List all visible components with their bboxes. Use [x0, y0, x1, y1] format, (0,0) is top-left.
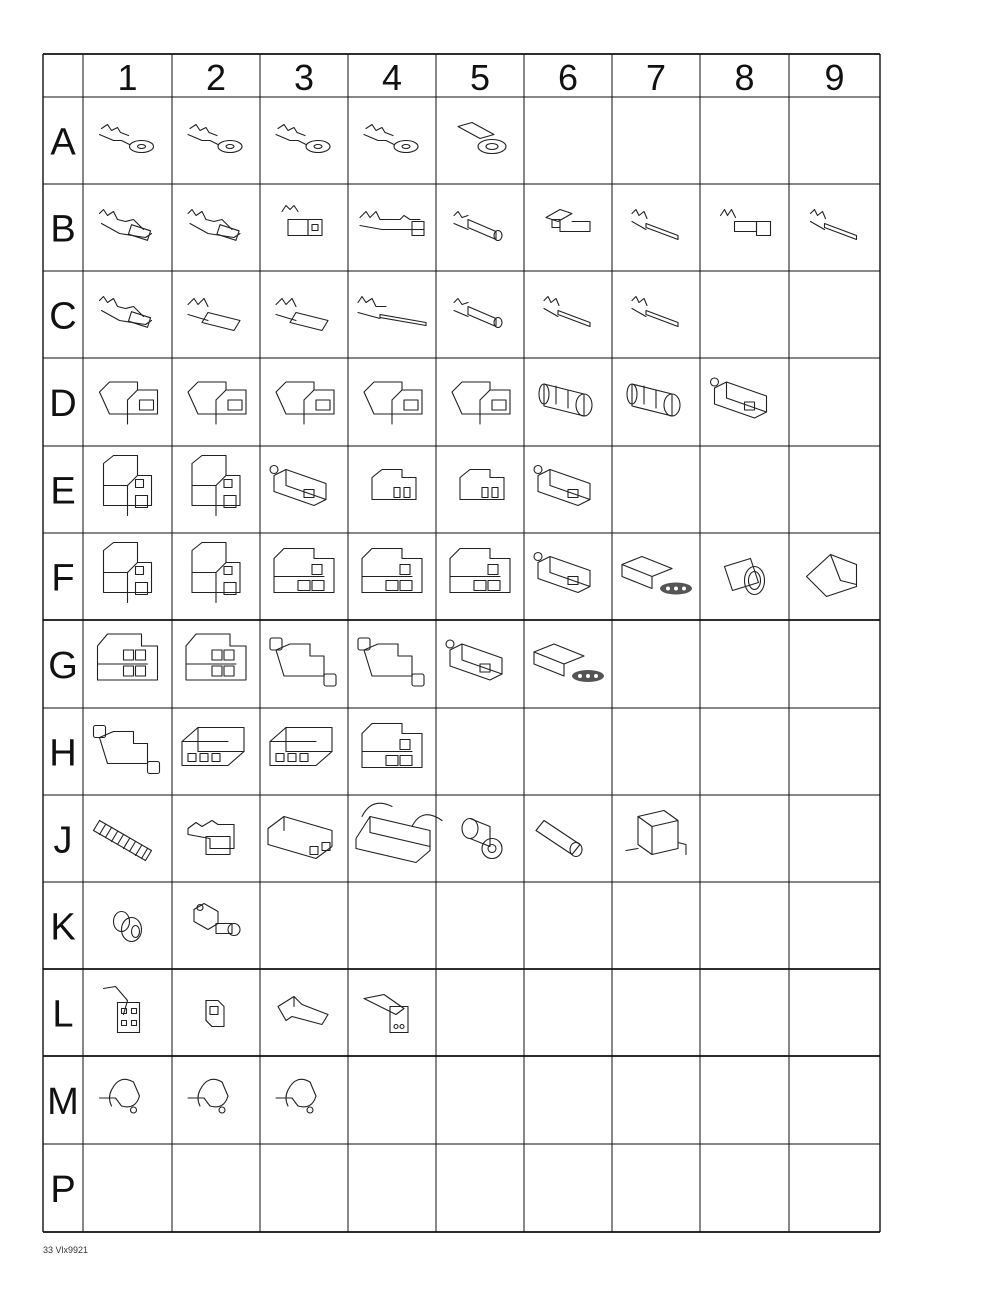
connector-with-seal-icon	[358, 638, 424, 686]
connector-with-seal-icon	[94, 726, 160, 774]
column-header: 9	[824, 57, 845, 98]
blade-terminal-icon	[100, 297, 152, 328]
box-terminal-small-icon	[721, 210, 771, 236]
connector-with-seal-icon	[270, 638, 336, 686]
connector-housing-3pin-icon	[362, 549, 422, 593]
column-header: 3	[293, 57, 315, 98]
bullet-terminal-icon	[454, 212, 502, 241]
bracket-icon	[278, 997, 328, 1025]
connector-housing-3pin-icon	[362, 724, 422, 768]
cap-icon	[807, 555, 857, 597]
cable-clip-icon	[100, 1079, 140, 1113]
fuse-icon	[188, 821, 234, 855]
row-label: H	[49, 732, 77, 775]
multi-pin-connector-icon	[182, 728, 244, 766]
connector-housing-1pin-icon	[364, 382, 422, 424]
column-header: 2	[205, 57, 227, 98]
pin-terminal-icon	[544, 297, 590, 327]
tab-terminal-icon	[188, 299, 240, 331]
row-label: K	[50, 906, 76, 949]
round-connector-icon	[627, 384, 680, 416]
blade-terminal-icon	[188, 210, 240, 241]
sealed-connector-seal-icon	[622, 557, 692, 595]
box-terminal-icon	[282, 206, 322, 236]
multi-pin-connector-icon	[270, 728, 332, 766]
ring-terminal-icon	[188, 125, 242, 153]
connector-housing-1pin-icon	[188, 382, 246, 424]
relay-icon	[626, 811, 686, 855]
connector-housing-1pin-icon	[452, 382, 510, 424]
sealed-connector-icon	[270, 466, 326, 506]
connector-housing-4pin-icon	[98, 634, 158, 680]
flag-terminal-icon	[546, 210, 590, 232]
row-label: F	[51, 557, 75, 600]
row-label: J	[53, 819, 73, 862]
column-header: 8	[734, 57, 755, 98]
row-label: C	[49, 295, 77, 338]
pin-terminal-icon	[811, 210, 857, 240]
column-header: 1	[117, 57, 138, 98]
connector-housing-2pin-icon	[192, 543, 240, 603]
figure-code: 33 Vlx9921	[43, 1245, 89, 1255]
row-label: G	[48, 645, 78, 687]
tab-terminal-icon	[276, 299, 328, 331]
pin-terminal-icon	[632, 210, 678, 240]
connector-housing-2pin-icon	[104, 543, 152, 603]
box-terminal-long-icon	[360, 212, 424, 236]
column-header: 6	[557, 57, 579, 98]
row-label: D	[49, 383, 77, 425]
connector-housing-1pin-icon	[100, 382, 158, 424]
connector-housing-3pin-icon	[450, 549, 510, 593]
connector-housing-wire-icon	[356, 803, 442, 862]
connector-housing-1pin-icon	[276, 382, 334, 424]
sealed-connector-icon	[534, 553, 590, 593]
blade-terminal-icon	[100, 210, 152, 241]
clip-icon	[206, 1001, 224, 1027]
column-header: 7	[645, 57, 667, 98]
bulb-socket-icon	[462, 819, 502, 859]
column-header: 4	[381, 57, 403, 98]
row-label: L	[52, 993, 74, 1036]
row-label: E	[50, 470, 76, 513]
column-header: 5	[469, 57, 491, 98]
sealed-connector-seal-icon	[534, 644, 604, 682]
round-connector-icon	[539, 384, 592, 416]
ring-terminal-icon	[364, 125, 418, 153]
connector-housing-2pin-icon	[192, 456, 240, 516]
row-label: A	[50, 121, 76, 164]
round-plug-icon	[725, 559, 765, 595]
blade-holder-icon	[364, 995, 408, 1033]
connector-housing-wide-icon	[268, 817, 332, 859]
pin-terminal-long-icon	[358, 297, 426, 326]
grommet-icon	[114, 912, 142, 942]
cable-clip-icon	[188, 1079, 228, 1113]
cylinder-icon	[536, 821, 582, 857]
sensor-plug-icon	[194, 904, 240, 936]
connector-housing-small-icon	[372, 470, 416, 500]
ring-terminal-icon	[100, 125, 154, 153]
row-label: B	[50, 208, 76, 251]
row-label: M	[47, 1081, 79, 1123]
connector-housing-small-icon	[460, 470, 504, 500]
sealed-connector-icon	[534, 466, 590, 506]
terminal-block-icon	[104, 987, 140, 1033]
connector-housing-2pin-icon	[104, 456, 152, 516]
ring-terminal-insulated-icon	[458, 123, 506, 154]
pin-terminal-icon	[632, 297, 678, 327]
sealed-connector-icon	[711, 378, 767, 418]
row-label: P	[50, 1169, 76, 1211]
sealed-connector-icon	[446, 640, 502, 680]
corrugated-tube-icon	[94, 821, 152, 861]
connector-housing-4pin-icon	[186, 634, 246, 680]
bullet-terminal-icon	[454, 299, 502, 328]
connector-housing-3pin-icon	[274, 549, 334, 593]
cable-clip-icon	[276, 1079, 316, 1113]
ring-terminal-icon	[276, 125, 330, 153]
